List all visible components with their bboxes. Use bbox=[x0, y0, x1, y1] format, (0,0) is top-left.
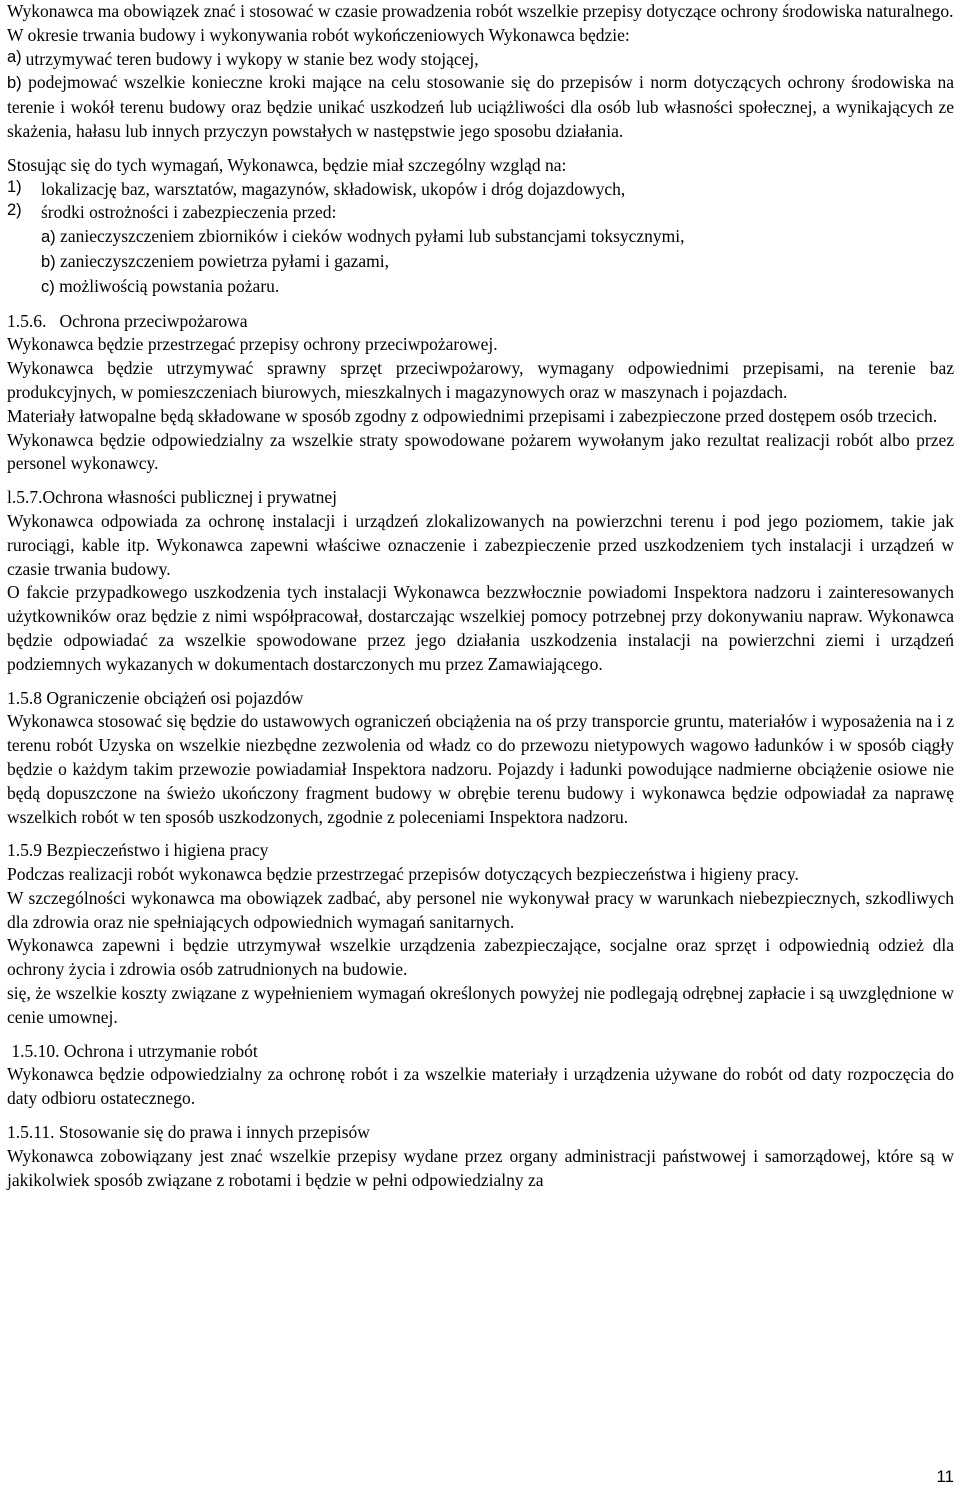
paragraph-requirements: Stosując się do tych wymagań, Wykonawca, będzie miał szczególny wzgląd na: bbox=[7, 154, 567, 175]
req-sub-item-b bbox=[7, 250, 954, 275]
section-heading-axle-load-limits: 1.5.8 Ograniczenie obciążeń osi pojazdów bbox=[7, 687, 304, 708]
page-number: 11 bbox=[936, 1467, 954, 1486]
list-marker: c) bbox=[41, 277, 55, 296]
section-paragraph: Wykonawca będzie odpowiedzialny za ochronę robót i za wszelkie materiały i urządzenia używane do robót od daty rozpoczęcia do daty odbioru ostatecznego. bbox=[7, 1064, 954, 1109]
paragraph-env-intro: Wykonawca ma obowiązek znać i stosować w czasie prowadzenia robót wszelkie przepisy dotyczące ochrony środowiska naturalnego. bbox=[7, 1, 954, 21]
section-paragraph: Wykonawca zapewni i będzie utrzymywał wszelkie urządzenia zabezpieczające, socjalne oraz sprzęt i odpowiednią odzież dla ochrony życia i zdrowia osób zatrudnionych na budowie. bbox=[7, 935, 954, 980]
section-paragraph: się, że wszelkie koszty związane z wypełnieniem wymagań określonych powyżej nie podlegają odrębnej zapłacie i są uwzględnione w cenie umownej. bbox=[7, 983, 954, 1027]
env-list-item-b bbox=[7, 71, 954, 143]
list-item-text: zanieczyszczeniem powietrza pyłami i gazami, bbox=[60, 250, 389, 271]
section-paragraph: Wykonawca będzie utrzymywać sprawny sprzęt przeciwpożarowy, wymagany odpowiednimi przepisami, na terenie baz produkcyjnych, w pomieszczeniach biurowych, mieszkalnych i magazynowych oraz w maszynach i pojazdach. bbox=[7, 358, 954, 402]
section-paragraph: Podczas realizacji robót wykonawca będzie przestrzegać przepisów dotyczących bezpieczeństwa i higieny pracy. bbox=[7, 864, 799, 885]
section-heading-property-protection: l.5.7.Ochrona własności publicznej i prywatnej bbox=[7, 487, 337, 508]
section-paragraph: W szczególności wykonawca ma obowiązek zadbać, aby personel nie wykonywał pracy w warunkach niebezpiecznych, szkodliwych dla zdrowia oraz nie spełniających odpowiednich wymagań sanitarnych. bbox=[7, 887, 954, 932]
section-heading-works-protection: 1.5.10. Ochrona i utrzymanie robót bbox=[7, 1040, 258, 1061]
list-item-text: lokalizację baz, warsztatów, magazynów, składowisk, ukopów i dróg dojazdowych, bbox=[41, 178, 626, 199]
list-marker: a) bbox=[41, 228, 56, 247]
section-paragraph: Wykonawca zobowiązany jest znać wszelkie przepisy wydane przez organy administracji państwowej i samorządowej, które są w jakikolwiek sposób związane z robotami i będzie w pełni odpowiedzialny za bbox=[7, 1145, 954, 1190]
section-paragraph: Materiały łatwopalne będą składowane w sposób zgodny z odpowiednimi przepisami i zabezpieczone przed dostępem osób trzecich. bbox=[7, 405, 938, 426]
list-marker: b) bbox=[41, 252, 56, 271]
req-sub-item-c bbox=[7, 275, 954, 300]
section-heading-law-compliance: 1.5.11. Stosowanie się do prawa i innych przepisów bbox=[7, 1122, 370, 1143]
section-heading-health-safety: 1.5.9 Bezpieczeństwo i higiena pracy bbox=[7, 840, 269, 861]
env-list-item-a bbox=[7, 48, 954, 72]
list-marker: a) bbox=[7, 47, 22, 66]
req-sub-item-a bbox=[7, 225, 954, 250]
paragraph-env-period: W okresie trwania budowy i wykonywania robót wykończeniowych Wykonawca będzie: bbox=[7, 24, 630, 45]
list-item-text: środki ostrożności i zabezpieczenia przed: bbox=[41, 202, 337, 223]
section-paragraph: Wykonawca odpowiada za ochronę instalacji i urządzeń zlokalizowanych na powierzchni terenu i pod jego poziomem, takie jak rurociągi, kable itp. Wykonawca zapewni właściwe oznaczenie i zabezpieczenie przed uszkodzeniem tych instalacji i urządzeń w czasie trwania budowy. bbox=[7, 510, 954, 579]
list-marker: b) bbox=[7, 74, 22, 93]
list-item-text: podejmować wszelkie konieczne kroki mające na celu stosowanie się do przepisów i norm dotyczących ochrony środowiska na terenie i wokół terenu budowy oraz będzie unikać uszkodzeń lub uciążliwości dla osób lub własności społecznej, a wynikających ze skażenia, hałasu lub innych przyczyn powstałych w następstwie jego sposobu działania. bbox=[7, 72, 954, 141]
req-list-item-1 bbox=[7, 178, 954, 202]
list-marker: 1) bbox=[7, 177, 22, 196]
req-list-item-2 bbox=[7, 201, 954, 225]
section-paragraph: O fakcie przypadkowego uszkodzenia tych instalacji Wykonawca bezzwłocznie powiadomi Inspektora nadzoru i zainteresowanych użytkowników oraz będzie z nimi współpracował, dostarczając wszelkiej pomocy potrzebnej przy dokonywaniu napraw. Wykonawca będzie odpowiadać za wszelkie spowodowane przez jego działania uszkodzenia instalacji na powierzchni ziemi i urządzeń podziemnych wykazanych w dokumentach dostarczonych mu przez Zamawiającego. bbox=[7, 582, 954, 674]
list-item-text: utrzymywać teren budowy i wykopy w stanie bez wody stojącej, bbox=[25, 48, 479, 69]
section-paragraph: Wykonawca będzie przestrzegać przepisy ochrony przeciwpożarowej. bbox=[7, 334, 498, 355]
document-page bbox=[7, 0, 954, 1192]
list-item-text: możliwością powstania pożaru. bbox=[59, 275, 280, 296]
section-heading-fire-protection: 1.5.6. Ochrona przeciwpożarowa bbox=[7, 310, 248, 331]
list-marker: 2) bbox=[7, 201, 22, 220]
section-paragraph: Wykonawca stosować się będzie do ustawowych ograniczeń obciążenia na oś przy transporcie gruntu, materiałów i wyposażenia na i z terenu robót Uzyska on wszelkie niezbędne zezwolenia od władz co do przewozu nietypowych wagowo ładunków i w sposób ciągły będzie o każdym takim przewozie powiadamiał Inspektora nadzoru. Pojazdy i ładunki powodujące nadmierne obciążenie osiowe nie będą dopuszczone na świeżo ukończony fragment budowy w obrębie terenu budowy i wykonawca będzie odpowiadał za naprawę wszelkich robót w ten sposób uszkodzonych, zgodnie z poleceniami Inspektora nadzoru. bbox=[7, 711, 954, 827]
list-item-text: zanieczyszczeniem zbiorników i cieków wodnych pyłami lub substancjami toksycznymi, bbox=[60, 226, 685, 247]
section-paragraph: Wykonawca będzie odpowiedzialny za wszelkie straty spowodowane pożarem wywołanym jako rezultat realizacji robót albo przez personel wykonawcy. bbox=[7, 429, 954, 474]
